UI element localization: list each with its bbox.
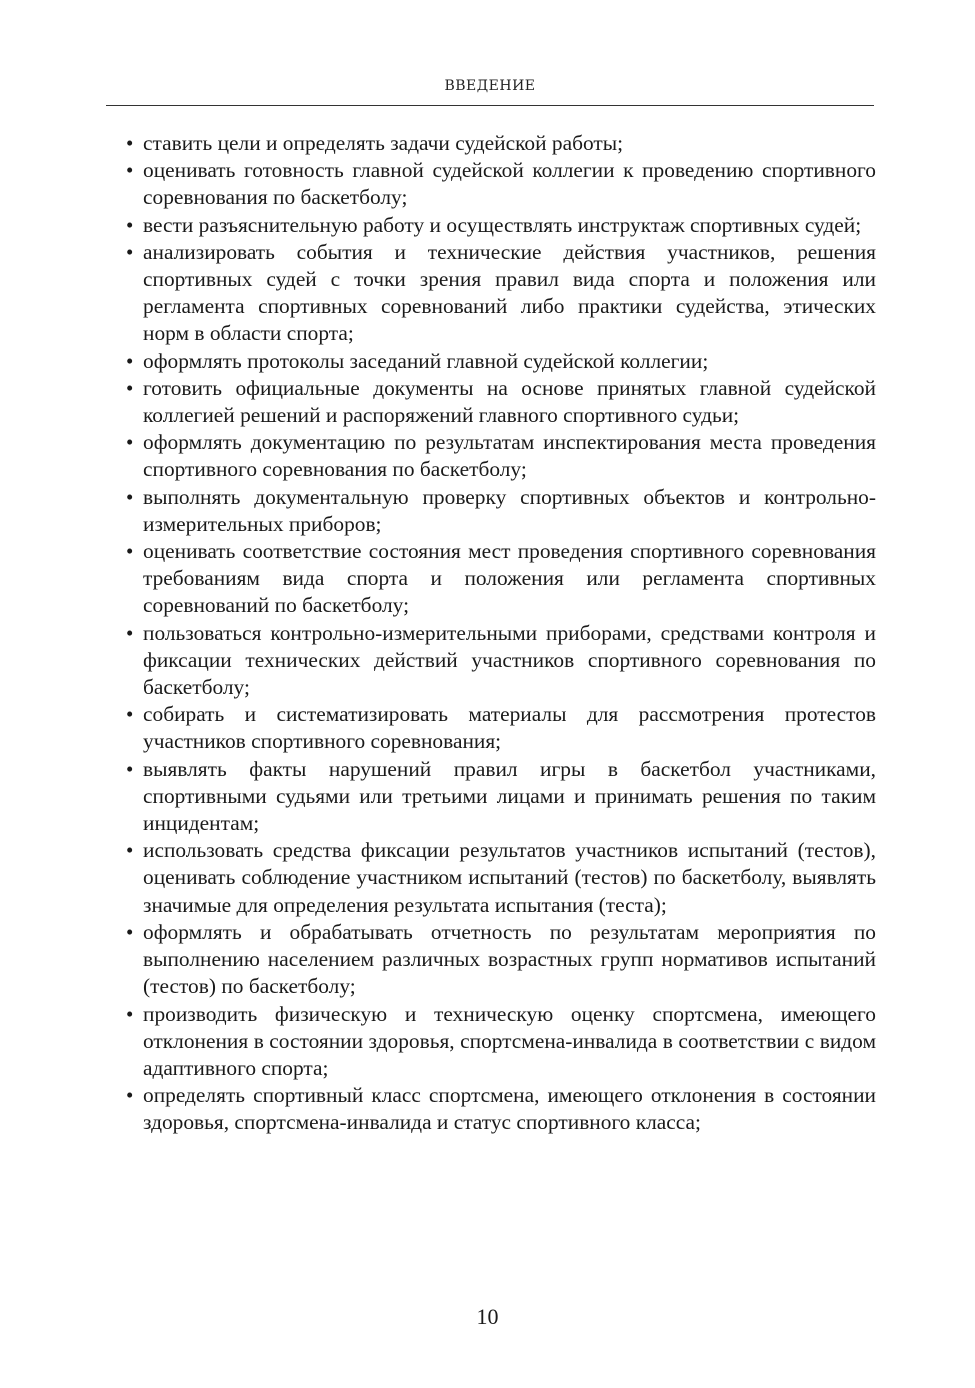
list-item: [124, 756, 876, 838]
bullet-icon: •: [126, 348, 134, 373]
bullet-icon: •: [126, 1083, 134, 1108]
bullet-icon: •: [126, 131, 134, 155]
bullet-icon: •: [126, 919, 134, 944]
header-rule: [106, 105, 874, 106]
list-item-text: собирать и систематизировать материалы для рассмотрения протестов участников спортивного соревнования;: [143, 702, 876, 754]
list-item: [124, 130, 876, 157]
bullet-icon: •: [126, 838, 134, 863]
list-item-text: выявлять факты нарушений правил игры в баскетбол участниками, спортивными судьями или третьими лицами и принимать решения по таким инцидентам;: [143, 756, 876, 836]
bullet-icon: •: [126, 239, 134, 264]
list-item: [124, 620, 876, 702]
list-item-text: готовить официальные документы на основе принятых главной судейской коллегией решений и распоряжений главного спортивного судьи;: [143, 375, 876, 428]
list-item: [124, 1001, 876, 1083]
list-item-text: пользоваться контрольно-измерительными приборами, средствами контроля и фиксации технических действий участников спортивного соревнования по баскетболу;: [143, 620, 876, 700]
bullet-icon: •: [126, 158, 134, 183]
bullet-icon: •: [126, 1001, 134, 1026]
bullet-icon: •: [126, 375, 134, 400]
list-item: [124, 429, 876, 483]
bullet-icon: •: [126, 539, 134, 564]
list-item-text: определять спортивный класс спортсмена, имеющего отклонения в состоянии здоровья, спортсмена-инвалида и статус спортивного класса;: [143, 1083, 876, 1135]
list-item-text: анализировать события и технические действия участников, решения спортивных судей с точки зрения правил вида спорта и положения или регламента спортивных соревнований либо практики судейства, этических норм в области спорта;: [143, 239, 876, 346]
list-item: [124, 157, 876, 211]
list-item-text: оформлять и обрабатывать отчетность по результатам мероприятия по выполнению населением различных возрастных групп нормативов испытаний (тестов) по баскетболу;: [143, 919, 876, 999]
list-item: [124, 538, 876, 620]
list-item: [124, 919, 876, 1001]
page-number: 10: [476, 1304, 499, 1329]
skills-bullet-list: [124, 130, 876, 1137]
list-item-text: производить физическую и техническую оценку спортсмена, имеющего отклонения в состоянии здоровья, спортсмена-инвалида в соответствии с видом адаптивного спорта;: [143, 1001, 876, 1080]
bullet-icon: •: [126, 212, 134, 237]
list-item-text: выполнять документальную проверку спортивных объектов и контрольно-измерительных приборов;: [143, 484, 876, 536]
list-item: [124, 484, 876, 538]
bullet-icon: •: [126, 430, 134, 455]
list-item-text: вести разъяснительную работу и осуществлять инструктаж спортивных судей;: [143, 212, 862, 237]
list-item: [124, 375, 876, 429]
list-item-text: оформлять протоколы заседаний главной судейской коллегии;: [143, 348, 709, 373]
running-head: ВВЕДЕНИЕ: [444, 78, 536, 94]
list-item: [124, 701, 876, 755]
list-item: [124, 837, 876, 919]
list-item: [124, 239, 876, 348]
list-item-text: оценивать соответствие состояния мест проведения спортивного соревнования требованиям вида спорта и положения или регламента спортивных соревнований по баскетболу;: [143, 539, 876, 618]
list-item: [124, 348, 876, 375]
list-item-text: оценивать готовность главной судейской коллегии к проведению спортивного соревнования по баскетболу;: [143, 158, 876, 210]
bullet-icon: •: [126, 484, 134, 509]
bullet-icon: •: [126, 702, 134, 727]
list-item-text: ставить цели и определять задачи судейской работы;: [143, 131, 624, 155]
bullet-icon: •: [126, 756, 134, 781]
list-item-text: оформлять документацию по результатам инспектирования места проведения спортивного соревнования по баскетболу;: [143, 430, 876, 482]
list-item: [124, 1082, 876, 1136]
list-item-text: использовать средства фиксации результатов участников испытаний (тестов), оценивать соблюдение участником испытаний (тестов) по баскетболу, выявлять значимые для определения результата испытания (теста);: [143, 838, 876, 917]
bullet-icon: •: [126, 620, 134, 645]
list-item: [124, 212, 876, 239]
